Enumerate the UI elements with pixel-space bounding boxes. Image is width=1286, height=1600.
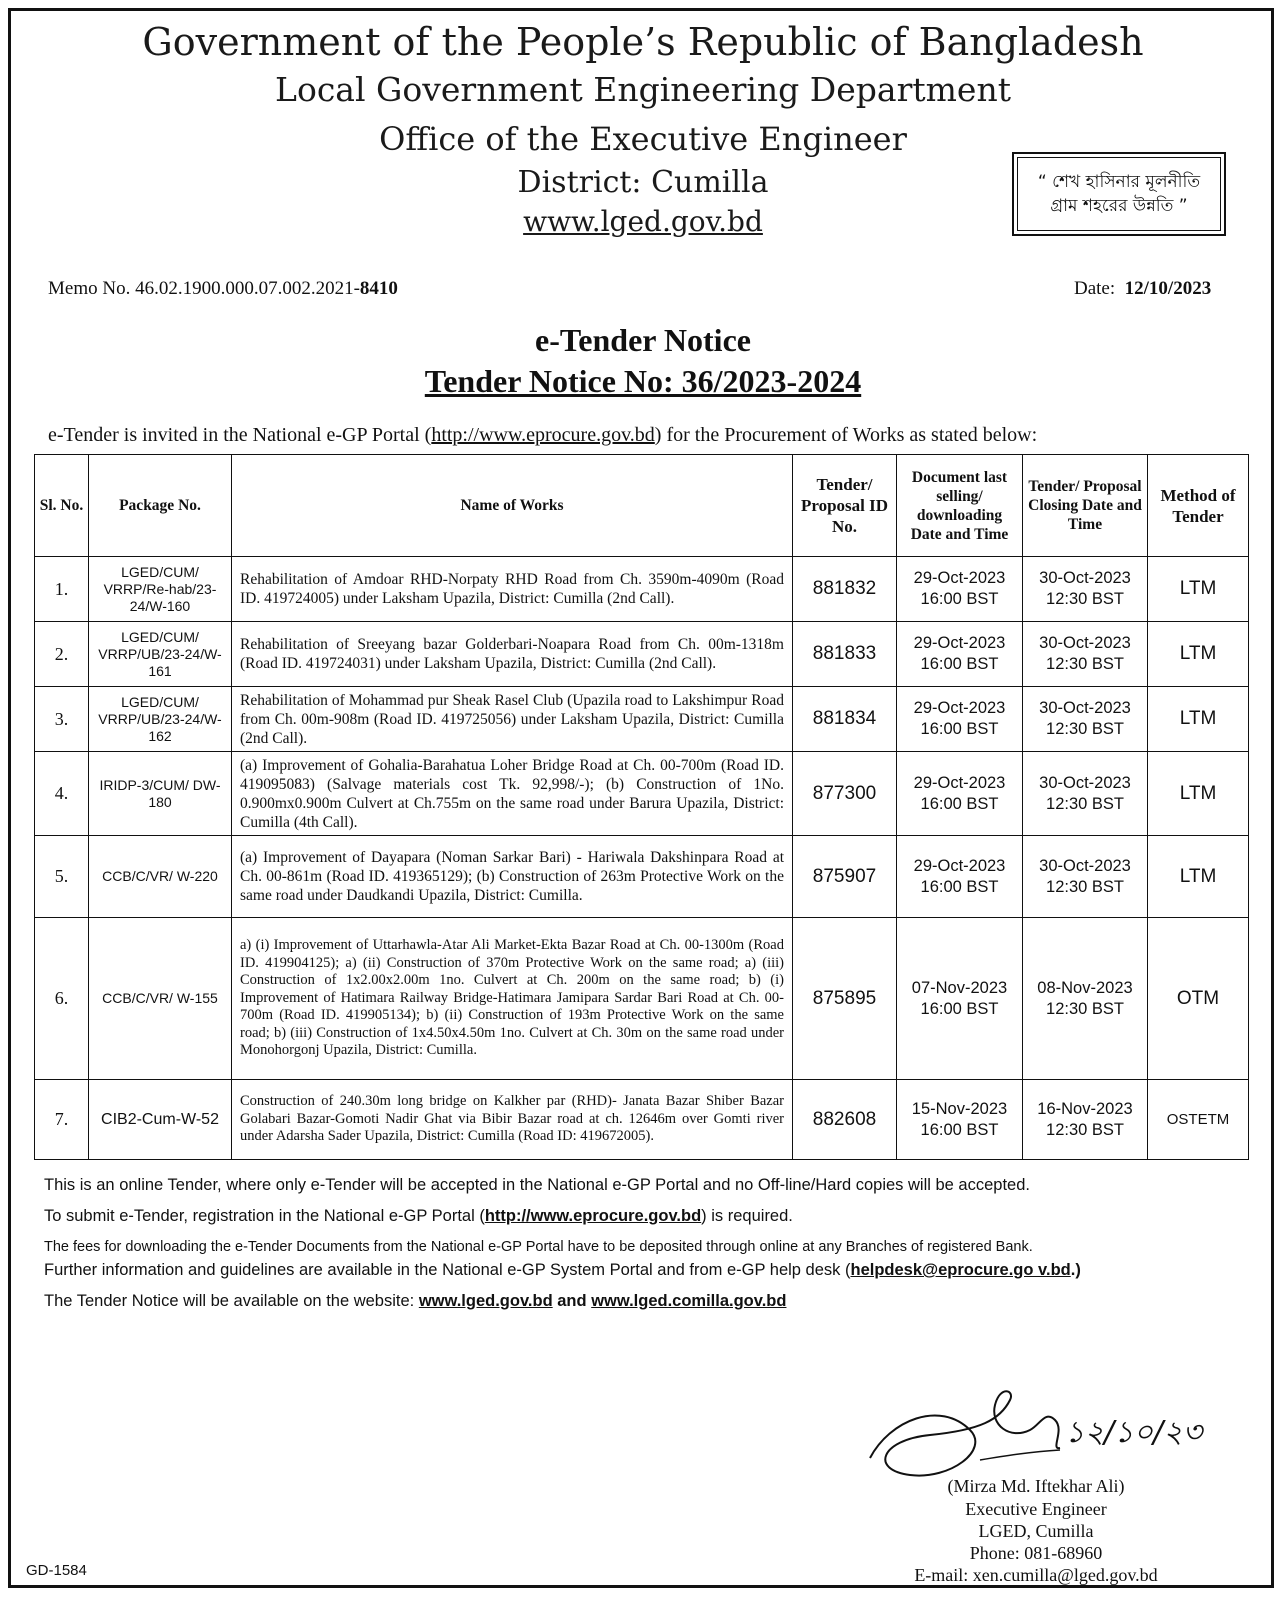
table-row [35, 918, 1249, 1080]
document-code: GD-1584 [26, 1562, 87, 1579]
cell-method: LTM [1148, 752, 1249, 836]
cell-sl: 7. [35, 1080, 89, 1160]
cell-package: CCB/C/VR/ W-155 [89, 918, 232, 1080]
cell-closing-date [1023, 622, 1148, 687]
close-time: 12:30 BST [1046, 590, 1124, 608]
cell-tender-id: 882608 [793, 1080, 897, 1160]
cell-sl: 5. [35, 836, 89, 918]
signature-date: ১২/১০/২৩ [1065, 1415, 1203, 1450]
signatory-phone: Phone: 081-68960 [969, 1543, 1103, 1563]
cell-method: LTM [1148, 622, 1249, 687]
notice-date [1074, 278, 1211, 300]
doc-date: 29-Oct-2023 [913, 856, 1006, 875]
note-fees: The fees for downloading the e-Tender Documents from the National e-GP Portal have to be deposited through online at any Branches of registered Bank. [44, 1239, 1033, 1255]
doc-time: 16:00 BST [920, 1120, 999, 1139]
memo-prefix: Memo No. 46.02.1900.000.07.002.2021- [48, 278, 360, 299]
helpdesk-email-link[interactable]: helpdesk@eprocure.go v.bd [850, 1261, 1071, 1279]
intro-text [48, 424, 1037, 447]
header-package: Package No. [89, 455, 232, 557]
slogan-line-2: গ্রাম শহরের উন্নতি ” [1050, 196, 1188, 216]
doc-time: 16:00 BST [920, 720, 999, 738]
cell-method: LTM [1148, 836, 1249, 918]
cell-package: LGED/CUM/ VRRP/UB/23-24/W-161 [89, 622, 232, 687]
cell-sl: 2. [35, 622, 89, 687]
doc-date: 29-Oct-2023 [913, 699, 1006, 717]
signature-scribble [850, 1380, 1210, 1490]
cell-doc-date [897, 557, 1023, 622]
cell-tender-id: 881832 [793, 557, 897, 622]
header-department: Local Government Engineering Department [275, 70, 1011, 109]
cell-closing-date [1023, 836, 1148, 918]
cell-works: Rehabilitation of Mohammad pur Sheak Rasel Club (Upazila road to Lakshimpur Road from Ch. 00m-908m (Road ID. 419725056) under Laksham Upazila, District: Cumilla (2nd Call). [232, 687, 793, 752]
cell-method: LTM [1148, 687, 1249, 752]
cell-tender-id: 875907 [793, 836, 897, 918]
cell-works: a) (i) Improvement of Uttarhawla-Atar Ali Market-Ekta Bazar Road at Ch. 00-1300m (Road ID. 419904125); a) (ii) Construction of 370m Protective Work on the same road; a) (iii) Construction of 1x2.00x2.00m 1no. Culvert at Ch. 200m on the same road; b) (i) Improvement of Hatimara Railway Bridge-Hatimara Jamipara Sardar Bari Road at Ch. 00-700m (Road ID. 419905134); b) (ii) Construction of 193m Protective Work on the same road; b) (iii) Construction of 1x4.50x4.50m 1no. Culvert at Ch. 30m on the same road under Monohorgonj Upazila, District: Cumilla. [232, 918, 793, 1080]
cell-package: CCB/C/VR/ W-220 [89, 836, 232, 918]
table-row [35, 1080, 1249, 1160]
cell-closing-date [1023, 1080, 1148, 1160]
note-online-tender: This is an online Tender, where only e-Tender will be accepted in the National e-GP Portal and no Off-line/Hard copies will be accepted. [44, 1176, 1030, 1194]
cell-doc-date [897, 687, 1023, 752]
note-registration [44, 1207, 793, 1226]
note-website [44, 1292, 786, 1311]
eprocure-link[interactable]: http://www.eprocure.gov.bd [431, 424, 655, 446]
close-date: 30-Oct-2023 [1039, 773, 1131, 792]
cell-package: CIB2-Cum-W-52 [89, 1080, 232, 1160]
close-time: 12:30 BST [1046, 794, 1124, 813]
cell-tender-id: 877300 [793, 752, 897, 836]
slogan-box [1012, 152, 1226, 236]
table-row [35, 557, 1249, 622]
header-closing-date: Tender/ Proposal Closing Date and Time [1023, 455, 1148, 557]
close-time: 12:30 BST [1046, 1120, 1124, 1139]
header-government: Government of the People’s Republic of Bangladesh [142, 20, 1144, 64]
cell-method: OSTETM [1148, 1080, 1249, 1160]
signatory-email: E-mail: xen.cumilla@lged.gov.bd [914, 1565, 1158, 1585]
close-time: 12:30 BST [1046, 877, 1124, 896]
signature-image [850, 1380, 1210, 1490]
cell-sl: 3. [35, 687, 89, 752]
cell-closing-date [1023, 752, 1148, 836]
doc-time: 16:00 BST [920, 590, 999, 608]
header-works: Name of Works [232, 455, 793, 557]
close-date: 08-Nov-2023 [1037, 978, 1133, 997]
close-date: 30-Oct-2023 [1039, 569, 1131, 587]
memo-suffix: 8410 [359, 278, 398, 299]
close-time: 12:30 BST [1046, 720, 1124, 738]
doc-date: 15-Nov-2023 [911, 1099, 1008, 1118]
header-district: District: Cumilla [517, 165, 769, 200]
header-office: Office of the Executive Engineer [379, 120, 907, 158]
header-method: Method of Tender [1148, 455, 1249, 557]
table-row [35, 836, 1249, 918]
signatory-name: (Mirza Md. Iftekhar Ali) [947, 1476, 1125, 1496]
table-header-row [35, 455, 1249, 557]
cell-method: LTM [1148, 557, 1249, 622]
note-helpdesk-end: .) [1070, 1261, 1081, 1279]
cell-doc-date [897, 836, 1023, 918]
note-helpdesk-text: Further information and guidelines are available in the National e-GP System Portal and from e-GP help desk ( [44, 1261, 851, 1279]
doc-time: 16:00 BST [920, 999, 999, 1018]
close-date: 30-Oct-2023 [1039, 856, 1131, 875]
note-registration-end: ) is required. [701, 1207, 793, 1225]
cell-package: LGED/CUM/ VRRP/UB/23-24/W-162 [89, 687, 232, 752]
date-label: Date: [1074, 278, 1116, 299]
close-date: 16-Nov-2023 [1037, 1099, 1133, 1118]
cell-works: Rehabilitation of Sreeyang bazar Golderbari-Noapara Road from Ch. 00m-1318m (Road ID. 419724031) under Laksham Upazila, District: Cumilla (2nd Call). [232, 622, 793, 687]
close-date: 30-Oct-2023 [1039, 634, 1131, 652]
cell-package: IRIDP-3/CUM/ DW-180 [89, 752, 232, 836]
signatory-office: LGED, Cumilla [978, 1521, 1094, 1541]
cell-package: LGED/CUM/ VRRP/Re-hab/23-24/W-160 [89, 557, 232, 622]
cell-doc-date [897, 918, 1023, 1080]
cell-works: Rehabilitation of Amdoar RHD-Norpaty RHD Road from Ch. 3590m-4090m (Road ID. 419724005) under Laksham Upazila, District: Cumilla (2nd Call). [232, 557, 793, 622]
cell-closing-date [1023, 557, 1148, 622]
note-website-text: The Tender Notice will be available on the website: [44, 1292, 419, 1310]
memo-number [48, 278, 398, 300]
note-website-and: and [552, 1292, 592, 1310]
close-date: 30-Oct-2023 [1039, 699, 1131, 717]
tender-table [34, 454, 1249, 1160]
cell-tender-id: 875895 [793, 918, 897, 1080]
table-row [35, 752, 1249, 836]
close-time: 12:30 BST [1046, 655, 1124, 673]
header-tender-id: Tender/ Proposal ID No. [793, 455, 897, 557]
cell-sl: 4. [35, 752, 89, 836]
cell-doc-date [897, 1080, 1023, 1160]
signatory-designation: Executive Engineer [965, 1499, 1107, 1519]
doc-date: 29-Oct-2023 [913, 773, 1006, 792]
intro-after: ) for the Procurement of Works as stated below: [654, 424, 1038, 446]
table-row [35, 622, 1249, 687]
doc-date: 07-Nov-2023 [911, 978, 1008, 997]
cell-closing-date [1023, 918, 1148, 1080]
date-value: 12/10/2023 [1124, 278, 1212, 299]
cell-sl: 1. [35, 557, 89, 622]
intro-before: e-Tender is invited in the National e-GP Portal ( [48, 424, 432, 446]
slogan-line-1: “ শেখ হাসিনার মূলনীতি [1037, 172, 1201, 192]
notice-title: e-Tender Notice [535, 322, 751, 358]
cell-closing-date [1023, 687, 1148, 752]
header-website[interactable]: www.lged.gov.bd [523, 205, 763, 238]
cell-method: OTM [1148, 918, 1249, 1080]
table-row [35, 687, 1249, 752]
cell-works: (a) Improvement of Dayapara (Noman Sarkar Bari) - Hariwala Dakshinpara Road at Ch. 00-861m (Road ID. 419365129); (b) Construction of 263m Protective Work on the same road under Daudkandi Upazila, District: Cumilla. [232, 836, 793, 918]
header-doc-date: Document last selling/ downloading Date and Time [897, 455, 1023, 557]
cell-tender-id: 881834 [793, 687, 897, 752]
lged-website-link[interactable]: www.lged.gov.bd [418, 1292, 553, 1310]
doc-date: 29-Oct-2023 [913, 634, 1006, 652]
tender-notice-number: Tender Notice No: 36/2023-2024 [424, 363, 862, 399]
doc-time: 16:00 BST [920, 877, 999, 896]
eprocure-link-2[interactable]: http://www.eprocure.gov.bd [484, 1207, 702, 1225]
note-registration-text: To submit e-Tender, registration in the National e-GP Portal ( [44, 1207, 485, 1225]
doc-time: 16:00 BST [920, 794, 999, 813]
cell-sl: 6. [35, 918, 89, 1080]
cell-works: Construction of 240.30m long bridge on Kalkher par (RHD)- Janata Bazar Shiber Bazar Golabari Bazar-Gomoti Nadir Ghat via Bibir Bazar road at ch. 12646m over Gomti river under Adarsha Sader Upazila, District: Cumilla (Road ID: 419672005). [232, 1080, 793, 1160]
doc-time: 16:00 BST [920, 655, 999, 673]
cell-tender-id: 881833 [793, 622, 897, 687]
doc-date: 29-Oct-2023 [913, 569, 1006, 587]
cell-doc-date [897, 622, 1023, 687]
note-helpdesk [44, 1261, 1081, 1280]
cell-doc-date [897, 752, 1023, 836]
cell-works: (a) Improvement of Gohalia-Barahatua Loher Bridge Road at Ch. 00-700m (Road ID. 419095083) (Salvage materials cost Tk. 92,998/-); (b) Construction of 1No. 0.900mx0.900m Culvert at Ch.755m on the same road under Barura Upazila, District: Cumilla (4th Call). [232, 752, 793, 836]
close-time: 12:30 BST [1046, 999, 1124, 1018]
lged-comilla-website-link[interactable]: www.lged.comilla.gov.bd [591, 1292, 787, 1310]
header-sl: Sl. No. [35, 455, 89, 557]
